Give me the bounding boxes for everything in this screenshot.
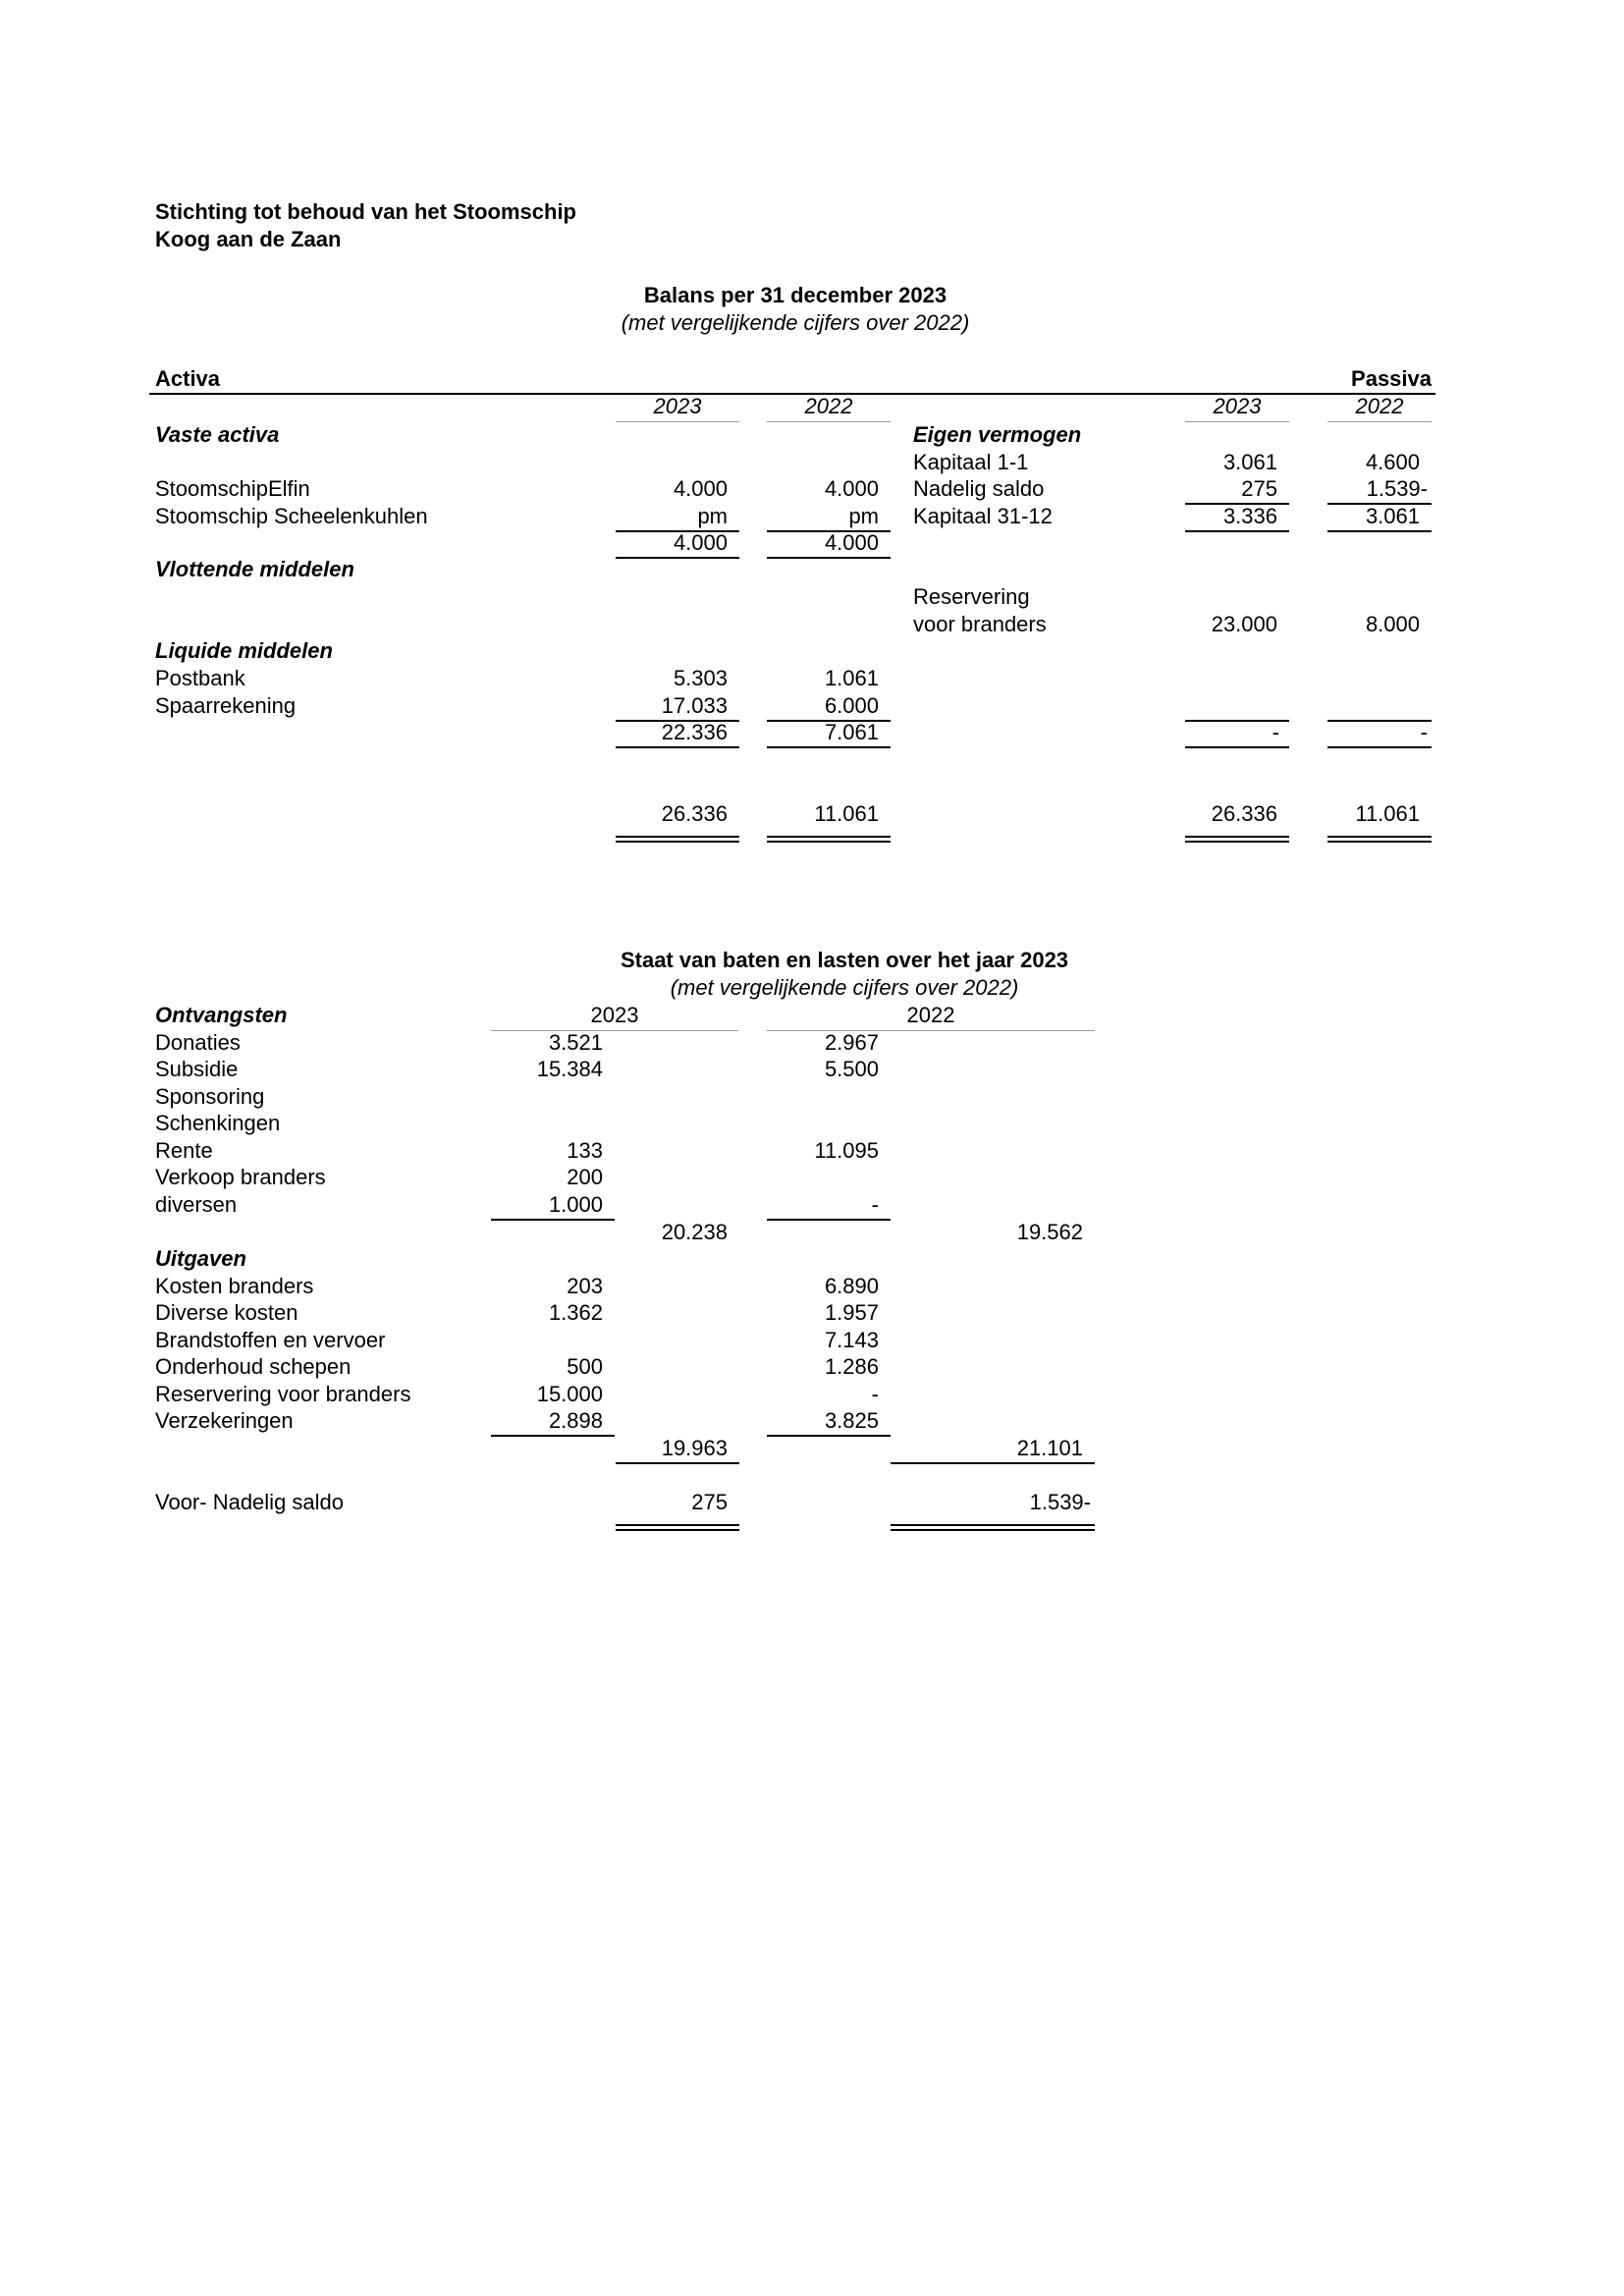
subtotal-rule [1185,530,1289,532]
uitgaven-row-2022: 6.890 [824,1274,879,1298]
uitgaven-row-label: Kosten branders [155,1274,314,1298]
passiva-total-2023: 26.336 [1211,801,1277,826]
uitgaven-row-2022: 3.825 [824,1408,879,1433]
income-subtitle: (met vergelijkende cijfers over 2022) [670,975,1019,1000]
activa-row-label: Postbank [155,666,245,690]
ontvangsten-row-2023: 15.384 [536,1057,603,1081]
uitgaven-row-label: Reservering voor branders [155,1382,411,1406]
uitgaven-row-2022: 1.957 [824,1300,879,1325]
activa-row-value-2022: pm [848,504,879,528]
vaste-activa-subtotal-2022: 4.000 [824,530,879,555]
saldo-2022: 1.539- [1029,1490,1091,1514]
subtotal-rule [1327,530,1432,532]
total-double-rule [1327,836,1432,843]
ontvangsten-row-2022: - [871,1192,879,1217]
organization-name: Stichting tot behoud van het Stoomschip [155,199,576,224]
organization-location: Koog aan de Zaan [155,227,342,251]
subtotal-rule [891,1462,1095,1464]
activa-row-label: Stoomschip Scheelenkuhlen [155,504,428,528]
activa-row-value-2022: 4.000 [824,476,879,501]
uitgaven-row-label: Verzekeringen [155,1408,294,1433]
activa-row-value-2023: 5.303 [673,666,728,690]
subtotal-rule [616,746,739,748]
vaste-activa-heading: Vaste activa [155,422,280,447]
uitgaven-row-2023: 1.362 [548,1300,603,1325]
ontvangsten-row-2023: 1.000 [548,1192,603,1217]
total-double-rule [1185,836,1289,843]
ontvangsten-row-label: Donaties [155,1030,241,1055]
ontvangsten-row-label: diversen [155,1192,238,1217]
reservering-value-2023: 23.000 [1211,612,1277,636]
uitgaven-total-2022: 21.101 [1016,1436,1083,1460]
uitgaven-row-2023: 500 [567,1354,603,1379]
ontvangsten-row-label: Sponsoring [155,1084,265,1109]
ontvangsten-row-2022: 5.500 [824,1057,879,1081]
activa-row-label: Spaarrekening [155,693,297,718]
liquide-middelen-subtotal-2023: 22.336 [661,720,728,744]
passiva-row-value-2022: 1.539- [1366,476,1428,501]
activa-total-2022: 11.061 [814,801,879,826]
balance-title: Balans per 31 december 2023 [643,283,947,307]
passiva-row-label: Kapitaal 1-1 [913,450,1029,474]
reservering-value-2022: 8.000 [1365,612,1420,636]
eigen-vermogen-heading: Eigen vermogen [913,422,1082,447]
subtotal-rule [616,1462,739,1464]
activa-row-value-2023: 4.000 [673,476,728,501]
passiva-year-2023: 2023 [1213,394,1262,418]
uitgaven-row-label: Diverse kosten [155,1300,298,1325]
total-double-rule [616,1524,739,1531]
uitgaven-row-label: Onderhoud schepen [155,1354,352,1379]
passiva-row-value-2023: 275 [1241,476,1277,501]
activa-row-value-2023: pm [697,504,728,528]
activa-year-2022: 2022 [804,394,853,418]
subtotal-rule [767,1435,891,1437]
uitgaven-row-label: Brandstoffen en vervoer [155,1328,386,1352]
ontvangsten-row-2023: 200 [567,1165,603,1189]
ontvangsten-row-2022: 2.967 [824,1030,879,1055]
reservering-label-line2: voor branders [913,612,1047,636]
vaste-activa-subtotal-2023: 4.000 [673,530,728,555]
passiva-label: Passiva [1351,366,1432,391]
activa-year-2023-rule [616,421,739,422]
uitgaven-row-2023: 2.898 [548,1408,603,1433]
ontvangsten-row-2023: 3.521 [548,1030,603,1055]
income-year-2022: 2022 [906,1003,955,1027]
passiva-year-2023-rule [1185,421,1289,422]
activa-year-2022-rule [767,421,891,422]
ontvangsten-row-2023: 133 [567,1138,603,1163]
passiva-year-2022-rule [1327,421,1432,422]
uitgaven-row-2022: - [871,1382,879,1406]
ontvangsten-total-2023: 20.238 [661,1220,728,1244]
passiva-row-value-2023: 3.061 [1222,450,1277,474]
uitgaven-row-2023: 203 [567,1274,603,1298]
subtotal-rule [491,1219,615,1221]
subtotal-rule [491,1435,615,1437]
activa-total-2023: 26.336 [661,801,728,826]
uitgaven-row-2023: 15.000 [536,1382,603,1406]
subtotal-rule [1185,746,1289,748]
passiva-row-value-2022: 4.600 [1365,450,1420,474]
activa-year-2023: 2023 [653,394,702,418]
income-title: Staat van baten en lasten over het jaar 2023 [620,948,1069,972]
uitgaven-row-2022: 7.143 [824,1328,879,1352]
subtotal-rule [767,557,891,559]
ontvangsten-row-label: Schenkingen [155,1111,281,1135]
passiva-subtotal-2022: - [1420,720,1428,744]
passiva-row-label: Nadelig saldo [913,476,1045,501]
subtotal-rule [767,1219,891,1221]
activa-label: Activa [155,366,221,391]
ontvangsten-row-label: Rente [155,1138,213,1163]
activa-row-value-2022: 1.061 [824,666,879,690]
ontvangsten-heading: Ontvangsten [155,1003,288,1027]
balance-subtitle: (met vergelijkende cijfers over 2022) [621,310,970,335]
activa-row-value-2023: 17.033 [661,693,728,718]
saldo-2023: 275 [691,1490,728,1514]
ontvangsten-row-label: Subsidie [155,1057,239,1081]
passiva-row-value-2022: 3.061 [1365,504,1420,528]
subtotal-rule [1327,746,1432,748]
uitgaven-heading: Uitgaven [155,1246,246,1271]
ontvangsten-row-2022: 11.095 [814,1138,879,1163]
reservering-label-line1: Reservering [913,584,1030,609]
uitgaven-row-2022: 1.286 [824,1354,879,1379]
vlottende-middelen-heading: Vlottende middelen [155,557,354,581]
uitgaven-total-2023: 19.963 [661,1436,728,1460]
liquide-middelen-heading: Liquide middelen [155,638,333,663]
liquide-middelen-subtotal-2022: 7.061 [824,720,879,744]
passiva-year-2022: 2022 [1355,394,1404,418]
subtotal-rule [616,557,739,559]
activa-row-label: StoomschipElfin [155,476,310,501]
total-double-rule [767,836,891,843]
income-year-2023: 2023 [590,1003,639,1027]
total-double-rule [616,836,739,843]
ontvangsten-total-2022: 19.562 [1016,1220,1083,1244]
subtotal-rule [767,746,891,748]
saldo-label: Voor- Nadelig saldo [155,1490,345,1514]
total-double-rule [891,1524,1095,1531]
passiva-row-label: Kapitaal 31-12 [913,504,1053,528]
ontvangsten-row-label: Verkoop branders [155,1165,326,1189]
passiva-row-value-2023: 3.336 [1222,504,1277,528]
passiva-subtotal-2023: - [1272,720,1279,744]
activa-row-value-2022: 6.000 [824,693,879,718]
passiva-total-2022: 11.061 [1355,801,1420,826]
